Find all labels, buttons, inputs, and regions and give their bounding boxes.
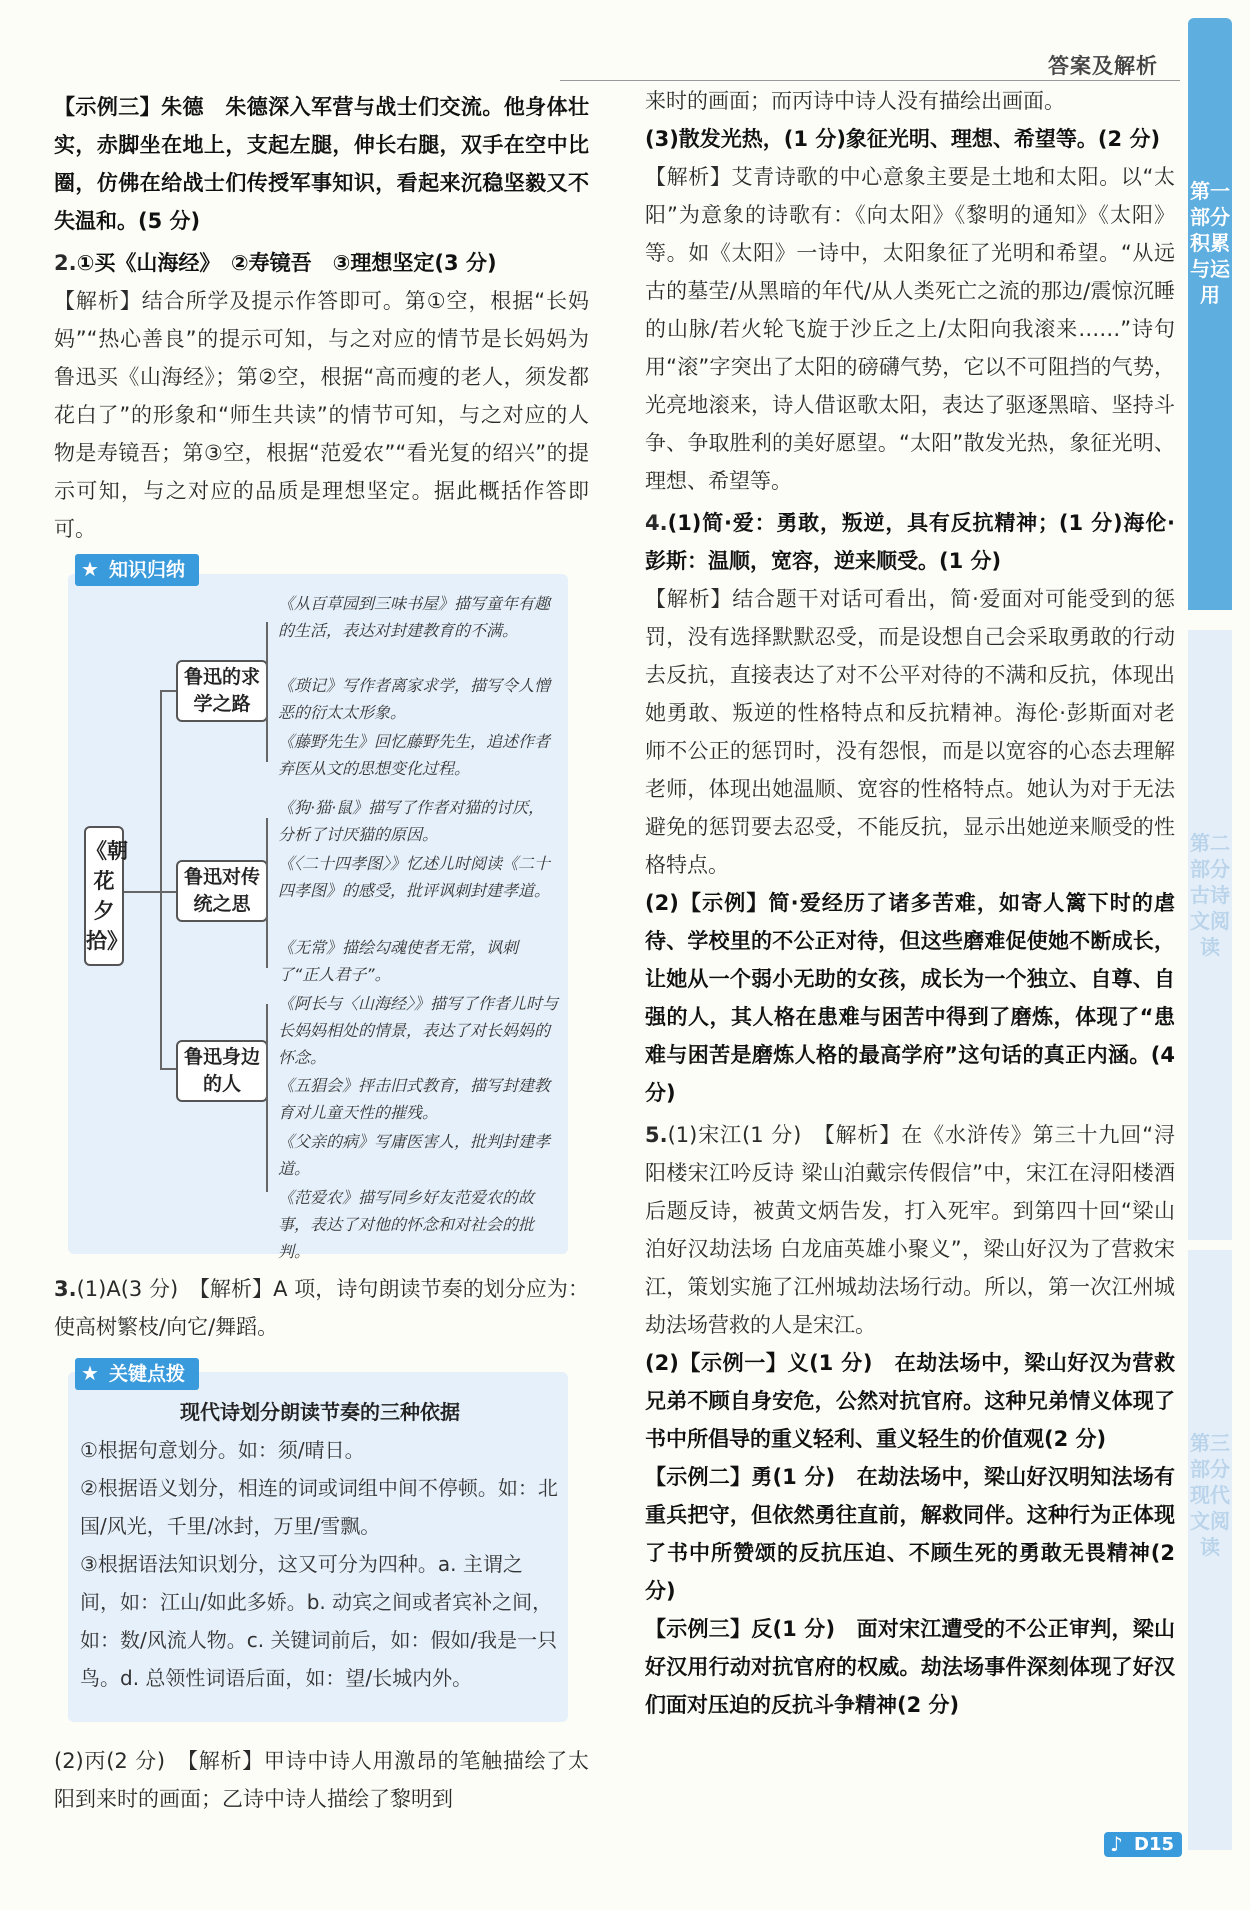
connector — [160, 690, 162, 1070]
tip-line: ③根据语法知识划分，这又可分为四种。a. 主谓之间，如：江山/如此多娇。b. 动宾之间或者宾补之间，如：数/风流人物。c. 关键词前后，如：假如/我是一只鸟。d. 总领性词语后面，如：望/长城内外。 — [80, 1552, 558, 1690]
page-number-badge: ♪ D15 — [1104, 1832, 1182, 1857]
sidebar-tab-part1 — [1188, 18, 1232, 610]
mindmap-leaf: 《范爱农》描写同乡好友范爱农的故事，表达了对他的怀念和对社会的批判。 — [278, 1188, 535, 1261]
q3-part3-explanation: 【解析】艾青诗歌的中心意象主要是土地和太阳。以“太阳”为意象的诗歌有：《向太阳》《黎明的通知》《太阳》等。如《太阳》一诗中，太阳象征了光明和希望。“从远古的墓茔/从黑暗的年代/从人类死亡之流的那边/震惊沉睡的山脉/若火轮飞旋于沙丘之上/太阳向我滚来……”诗句用“滚”字突出了太阳的磅礴气势，它以不可阻挡的气势，光亮地滚来，诗人借讴歌太阳，表达了驱逐黑暗、坚持斗争、争取胜利的美好愿望。“太阳”散发光热，象征光明、理想、希望等。 — [645, 165, 1175, 493]
connector — [266, 622, 268, 762]
mindmap-leaf: 《父亲的病》写庸医害人，批判封建孝道。 — [278, 1132, 551, 1178]
sidebar-tab-part3 — [1188, 1250, 1232, 1850]
q5-example-1: (2)【示例一】义(1 分) 在劫法场中，梁山好汉为营救兄弟不顾自身安危，公然对抗官府。这种兄弟情义体现了书中所倡导的重义轻利、重义轻生的价值观(2 分) — [645, 1351, 1175, 1451]
q3-part3-answer: (3)散发光热，(1 分)象征光明、理想、希望等。(2 分) — [645, 127, 1161, 151]
q3-part2 — [54, 1742, 589, 1818]
connector — [266, 818, 268, 968]
q5-example-2: 【示例二】勇(1 分) 在劫法场中，梁山好汉明知法场有重兵把守，但依然勇往直前，解救同伴。这种行为正体现了书中所赞颂的反抗压迫、不顾生死的勇敢无畏精神(2 分) — [645, 1465, 1175, 1603]
connector — [124, 891, 160, 893]
mindmap-branch-people: 鲁迅身边的人 — [176, 1040, 268, 1102]
connector — [266, 1004, 268, 1192]
mindmap-leaf: 《琐记》写作者离家求学，描写令人憎恶的衍太太形象。 — [278, 676, 551, 722]
mindmap-title: ★ 知识归纳 — [75, 554, 199, 586]
mindmap-leaf: 《五猖会》抨击旧式教育，描写封建教育对儿童天性的摧残。 — [278, 1076, 551, 1122]
header-divider — [560, 80, 1180, 81]
mindmap-leaf: 《〈二十四孝图〉》忆述儿时阅读《二十四孝图》的感受，批评讽刺封建孝道。 — [278, 854, 551, 900]
q4-explanation: 【解析】结合题干对话可看出，简·爱面对可能受到的惩罚，没有选择默默忍受，而是设想自己会采取勇敢的行动去反抗，直接表达了对不公平对待的不满和反抗，体现出她勇敢、叛逆的性格特点和反抗精神。海伦·彭斯面对老师不公正的惩罚时，没有怨恨，而是以宽容的心态去理解老师，体现出她温顺、宽容的性格特点。她认为对于无法避免的惩罚要去忍受，不能反抗，显示出她逆来顺受的性格特点。 — [645, 587, 1175, 877]
sidebar-tab-label: 第二部分 古诗文阅读 — [1190, 831, 1230, 959]
mindmap-leaf: 《狗·猫·鼠》描写了作者对猫的讨厌，分析了讨厌猫的原因。 — [278, 798, 545, 844]
q3-answer: (1)A(3 分) 【解析】A 项，诗句朗读节奏的划分应为：使高树繁枝/向它/舞蹈。 — [54, 1277, 589, 1339]
sidebar-tab-label: 第一部分 积累与运用 — [1190, 179, 1230, 307]
left-column — [54, 88, 589, 548]
q4-number: 4. — [645, 511, 668, 535]
tip-heading: 现代诗划分朗读节奏的三种依据 — [180, 1400, 460, 1424]
q5-number: 5. — [645, 1123, 668, 1147]
mindmap-leaf: 《阿长与〈山海经〉》描写了作者儿时与长妈妈相处的情景，表达了对长妈妈的怀念。 — [278, 994, 559, 1067]
q3-block — [54, 1270, 589, 1346]
star-icon: ★ — [81, 1361, 99, 1385]
mindmap-branch-study: 鲁迅的求学之路 — [176, 660, 268, 722]
page-header-title: 答案及解析 — [1048, 54, 1158, 78]
q4-answer: (1)简·爱：勇敢，叛逆，具有反抗精神；(1 分)海伦·彭斯：温顺，宽容，逆来顺受。(1 分) — [645, 511, 1175, 573]
q3-part2-text: (2)丙(2 分) 【解析】甲诗中诗人用激昂的笔触描绘了太阳到来时的画面；乙诗中诗人描绘了黎明到 — [54, 1749, 589, 1811]
mindmap-root: 《朝花夕拾》 — [84, 826, 124, 966]
q5-example-3: 【示例三】反(1 分) 面对宋江遭受的不公正审判，梁山好汉用行动对抗官府的权威。劫法场事件深刻体现了好汉们面对压迫的反抗斗争精神(2 分) — [645, 1617, 1175, 1717]
sidebar-tab-part2 — [1188, 630, 1232, 1240]
tip-content — [80, 1393, 560, 1697]
sidebar-tab-label: 第三部分 现代文阅读 — [1190, 1431, 1230, 1559]
q2-answer: ①买《山海经》 ②寿镜吾 ③理想坚定(3 分) — [76, 251, 497, 275]
tip-line: ①根据句意划分。如：须/晴日。 — [80, 1438, 365, 1462]
tip-title: ★ 关键点拨 — [75, 1358, 199, 1390]
right-line-1: 来时的画面；而丙诗中诗人没有描绘出画面。 — [645, 89, 1065, 113]
mindmap-leaf: 《无常》描绘勾魂使者无常，讽刺了“正人君子”。 — [278, 938, 519, 984]
q3-number: 3. — [54, 1277, 77, 1301]
example-three-text: 【示例三】朱德 朱德深入军营与战士们交流。他身体壮实，赤脚坐在地上，支起左腿，伸长右腿，双手在空中比圈，仿佛在给战士们传授军事知识，看起来沉稳坚毅又不失温和。(5 分) — [54, 95, 589, 233]
q4-part2: (2)【示例】简·爱经历了诸多苦难，如寄人篱下时的虐待、学校里的不公正对待，但这些磨难促使她不断成长，让她从一个弱小无助的女孩，成长为一个独立、自尊、自强的人，其人格在患难与困苦中得到了磨炼，体现了“患难与困苦是磨炼人格的最高学府”这句话的真正内涵。(4 分) — [645, 891, 1175, 1105]
star-icon: ★ — [81, 557, 99, 581]
tip-line: ②根据语义划分，相连的词或词组中间不停顿。如：北国/风光，千里/冰封，万里/雪飘。 — [80, 1476, 558, 1538]
mindmap-branch-tradition: 鲁迅对传统之思 — [176, 860, 268, 922]
mindmap-leaf: 《从百草园到三味书屋》描写童年有趣的生活，表达对封建教育的不满。 — [278, 594, 551, 640]
q5-answer: (1)宋江(1 分) 【解析】在《水浒传》第三十九回“浔阳楼宋江吟反诗 梁山泊戴宗传假信”中，宋江在浔阳楼酒后题反诗，被黄文炳告发，打入死牢。到第四十回“梁山泊好汉劫法场 白龙庙英雄小聚义”，梁山好汉为了营救宋江，策划实施了江州城劫法场行动。所以，第一次江州城劫法场营救的人是宋江。 — [645, 1123, 1175, 1337]
q2-number: 2. — [54, 251, 77, 275]
mindmap-leaf: 《藤野先生》回忆藤野先生，追述作者弃医从文的思想变化过程。 — [278, 732, 551, 778]
right-column — [645, 82, 1175, 1724]
music-note-icon: ♪ — [1110, 1832, 1123, 1856]
q2-explanation: 【解析】结合所学及提示作答即可。第①空，根据“长妈妈”“热心善良”的提示可知，与之对应的情节是长妈妈为鲁迅买《山海经》；第②空，根据“高而瘦的老人，须发都花白了”的形象和“师生共读”的情节可知，与之对应的人物是寿镜吾；第③空，根据“范爱农”“看光复的绍兴”的提示可知，与之对应的品质是理想坚定。据此概括作答即可。 — [54, 289, 589, 541]
